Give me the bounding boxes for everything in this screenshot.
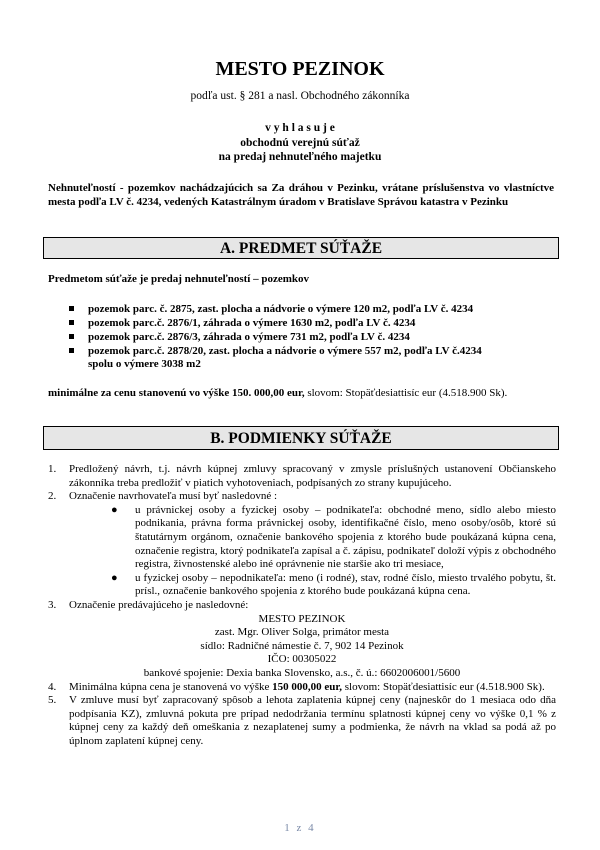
seller-block (48, 613, 556, 681)
list-item: 1. Predložený návrh, t.j. návrh kúpnej zmluvy spracovaný v zmysle príslušných ustanovení Občianskeho zákonníka treba predložiť v piatich vyhotoveniach, podpísaných zo strany kupujúceho. (48, 463, 556, 489)
conditions-list (48, 463, 556, 748)
list-item: pozemok parc. č. 2875, zast. plocha a nádvorie o výmere 120 m2, podľa LV č. 4234 (66, 302, 482, 316)
list-item: 4. Minimálna kúpna cena je stanovená vo výške 150 000,00 eur, slovom: Stopäťdesiattisíc eur (4.518.900 Sk). (48, 680, 545, 693)
seller-representative: zast. Mgr. Oliver Solga, primátor mesta (214, 626, 390, 639)
bullet-dot-icon: ● (111, 571, 118, 584)
parcel-list (66, 302, 482, 358)
bullet-square-icon (69, 348, 74, 353)
contest-type: obchodnú verejnú súťaž (240, 136, 360, 149)
list-item: 5. V zmluve musí byť zapracovaný spôsob a lehota zaplatenia kúpnej ceny (najneskôr do 1 mesiaca odo dňa podpísania KZ), zmluvná pokuta pre prípad nedodržania termínu splatnosti kúpnej ceny vo výške 0,1 % z kúpnej ceny za každý deň omeškania z nezaplatenej sumy a podmienka, že návrh na vklad sa podá až po úplnom zaplatení kúpnej ceny. (48, 694, 556, 747)
section-a-lead: Predmetom súťaže je predaj nehnuteľností – pozemkov (48, 273, 310, 285)
page-number: 1 z 4 (284, 822, 316, 834)
bullet-dot-icon: ● (111, 503, 118, 516)
list-item: 3. Označenie predávajúceho je nasledovné: MESTO PEZINOK zast. Mgr. Oliver Solga, primátor mesta sídlo: Radničné námestie č. 7, 902 14 Pezinok IČO: 00305022 bankové spojenie: Dexia banka Slovensko, a.s., č. ú.: 6602006001/5600 (48, 599, 556, 681)
legal-basis: podľa ust. § 281 a nasl. Obchodného zákonníka (190, 90, 410, 102)
list-item: ● u fyzickej osoby – nepodnikateľa: meno (i rodné), stav, rodné číslo, miesto trvalého pobytu, št. prísl., označenie bankového spojenia z ktorého bude poukázaná kúpna cena. (111, 571, 556, 598)
list-item: ● u právnickej osoby a fyzickej osoby – podnikateľa: obchodné meno, sídlo alebo miesto podnikania, právna forma právnickej osoby, identifikačné číslo, meno osoby/osôb, ktoré sú štatutárnym orgánom, označenie bankového spojenia z ktorého bude poukázaná kúpna cena, označenie registra, ktorý podnikateľa zapísal a č. zápisu, podnikateľ doloží výpis z obchodného registra, živnostenské alebo iné oprávnenie nie staršie ako tri mesiace, (111, 503, 556, 571)
bullet-square-icon (69, 306, 74, 311)
announcement-block (0, 121, 600, 165)
list-item: pozemok parc.č. 2876/1, záhrada o výmere 1630 m2, podľa LV č. 4234 (66, 316, 482, 330)
list-item: pozemok parc.č. 2878/20, zast. plocha a nádvorie o výmere 557 m2, podľa LV č.4234 (66, 344, 482, 358)
seller-bank: bankové spojenie: Dexia banka Slovensko, a.s., č. ú.: 6602006001/5600 (143, 666, 461, 679)
seller-ico: IČO: 00305022 (267, 653, 337, 666)
total-area: spolu o výmere 3038 m2 (88, 358, 201, 370)
bullet-square-icon (69, 334, 74, 339)
minimum-price: minimálne za cenu stanovenú vo výške 150. 000,00 eur, slovom: Stopäťdesiattisíc eur (4.518.900 Sk). (48, 387, 508, 399)
bullet-square-icon (69, 320, 74, 325)
page-title: MESTO PEZINOK (215, 58, 385, 80)
seller-name: MESTO PEZINOK (258, 612, 346, 625)
contest-purpose: na predaj nehnuteľného majetku (218, 151, 382, 163)
list-item: 2. Označenie navrhovateľa musí byť nasledovné : ● u právnickej osoby a fyzickej osoby – podnikateľa: obchodné meno, sídlo alebo miesto podnikania, právna forma právnickej osoby, identifikačné číslo, meno osoby/osôb, ktoré sú štatutárnym orgánom, označenie bankového spojenia z ktorého bude poukázaná kúpna cena, označenie registra, ktorý podnikateľa zapísal a č. zápisu, podnikateľ doloží výpis z obchodného registra, živnostenské alebo iné oprávnenie nie staršie ako tri mesiace, ● u fyzickej osoby – nepodnikateľa: meno (i rodné), stav, rodné číslo, miesto trvalého pobytu, št. prísl., označenie bankového spojenia z ktorého bude poukázaná kúpna cena. (48, 490, 556, 598)
intro-paragraph: Nehnuteľností - pozemkov nachádzajúcich sa Za dráhou v Pezinku, vrátane príslušenstva vo vlastníctve mesta podľa LV č. 4234, vedených Katastrálnym úradom v Bratislave Správou katastra v Pezinku (48, 182, 554, 208)
seller-seat: sídlo: Radničné námestie č. 7, 902 14 Pezinok (200, 639, 404, 652)
section-b-heading: B. PODMIENKY SÚŤAŽE (43, 426, 559, 450)
applicant-sub-list (69, 504, 556, 599)
list-item: pozemok parc.č. 2876/3, záhrada o výmere 731 m2, podľa LV č. 4234 (66, 330, 482, 344)
announce-word: v y h l a s u j e (265, 122, 335, 134)
section-a-heading: A. PREDMET SÚŤAŽE (43, 237, 559, 259)
